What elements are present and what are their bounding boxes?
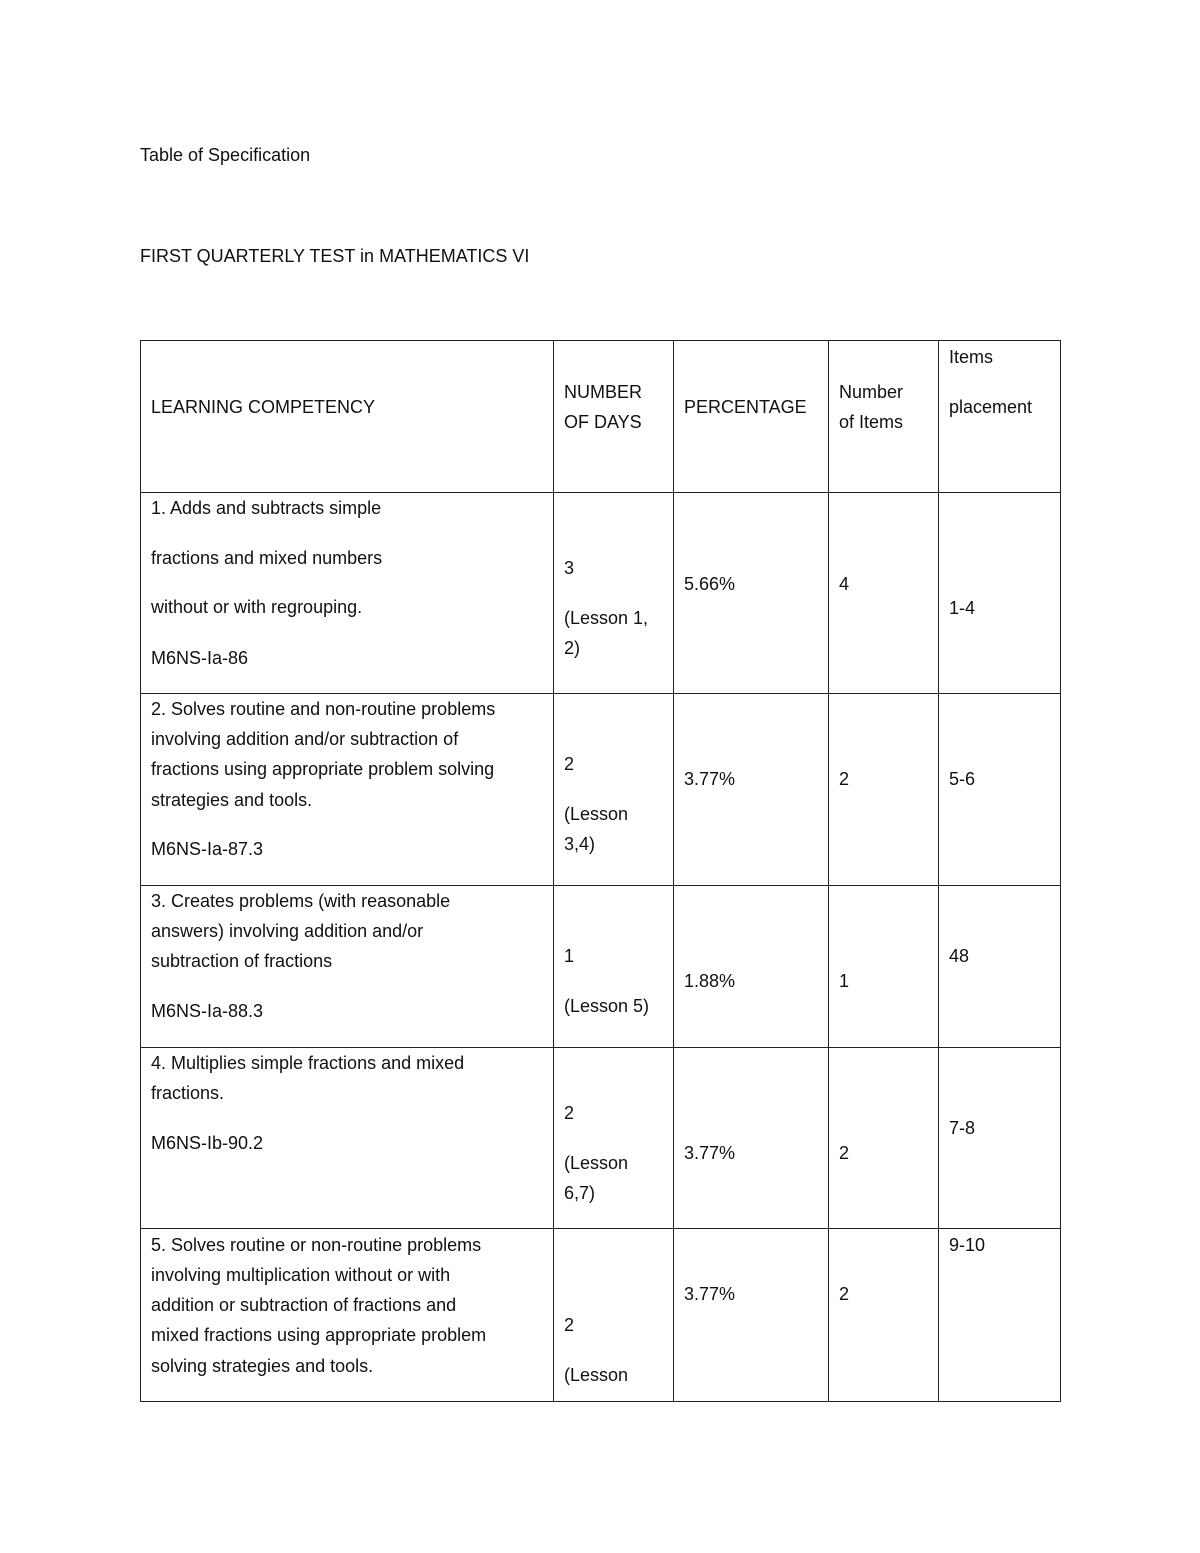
placement-cell [939, 1229, 1061, 1402]
percentage-value: 5.66% [684, 574, 736, 594]
header-number-of-days [554, 341, 674, 493]
competency-line: without or with regrouping. [151, 597, 363, 617]
table-row [141, 694, 1061, 886]
days-cell [554, 694, 674, 886]
competency-line: solving strategies and tools. [151, 1356, 374, 1376]
competency-cell [141, 1048, 554, 1229]
days-cell [554, 493, 674, 694]
competency-code: M6NS-Ib-90.2 [151, 1133, 264, 1153]
days-value: 2 [564, 754, 575, 774]
items-cell [829, 1048, 939, 1229]
header-label: of Items [839, 412, 904, 432]
placement-value: 5-6 [949, 769, 976, 789]
placement-value: 7-8 [949, 1118, 976, 1138]
lesson-line: (Lesson [564, 1153, 629, 1173]
competency-line: 5. Solves routine or non-routine problems [151, 1235, 482, 1255]
items-cell [829, 886, 939, 1048]
competency-line: mixed fractions using appropriate problem [151, 1325, 487, 1345]
header-label: PERCENTAGE [684, 397, 807, 417]
header-percentage [674, 341, 829, 493]
percentage-cell [674, 1048, 829, 1229]
lesson-line: (Lesson [564, 804, 629, 824]
header-label: Number [839, 382, 904, 402]
header-label: placement [949, 397, 1033, 417]
lesson-line: (Lesson 5) [564, 996, 650, 1016]
header-label: Items [949, 347, 994, 367]
placement-value: 1-4 [949, 598, 976, 618]
placement-cell [939, 493, 1061, 694]
competency-line: fractions. [151, 1083, 225, 1103]
items-cell [829, 694, 939, 886]
percentage-value: 3.77% [684, 769, 736, 789]
competency-line: fractions using appropriate problem solving [151, 759, 495, 779]
lesson-line: 6,7) [564, 1183, 596, 1203]
competency-cell [141, 1229, 554, 1402]
header-label: OF DAYS [564, 412, 642, 432]
items-value: 2 [839, 1143, 850, 1163]
percentage-cell [674, 1229, 829, 1402]
lesson-line: (Lesson 1, [564, 608, 649, 628]
percentage-cell [674, 694, 829, 886]
document-title: Table of Specification [140, 145, 311, 165]
competency-line: subtraction of fractions [151, 951, 333, 971]
competency-code: M6NS-Ia-87.3 [151, 839, 264, 859]
header-learning-competency [141, 341, 554, 493]
competency-line: strategies and tools. [151, 790, 313, 810]
percentage-value: 3.77% [684, 1284, 736, 1304]
header-items-placement [939, 341, 1061, 493]
competency-cell [141, 886, 554, 1048]
days-cell [554, 1229, 674, 1402]
percentage-value: 3.77% [684, 1143, 736, 1163]
items-value: 4 [839, 574, 850, 594]
competency-line: answers) involving addition and/or [151, 921, 424, 941]
lesson-line: 3,4) [564, 834, 596, 854]
competency-line: fractions and mixed numbers [151, 548, 383, 568]
items-value: 2 [839, 769, 850, 789]
placement-value: 9-10 [949, 1235, 986, 1255]
placement-cell [939, 886, 1061, 1048]
competency-code: M6NS-Ia-86 [151, 648, 249, 668]
items-value: 2 [839, 1284, 850, 1304]
lesson-line: (Lesson [564, 1365, 629, 1385]
table-row [141, 1229, 1061, 1402]
competency-line: involving addition and/or subtraction of [151, 729, 459, 749]
competency-line: involving multiplication without or with [151, 1265, 451, 1285]
items-value: 1 [839, 971, 850, 991]
document-subtitle: FIRST QUARTERLY TEST in MATHEMATICS VI [140, 246, 530, 266]
items-cell [829, 493, 939, 694]
specification-table [140, 340, 1061, 1402]
days-cell [554, 1048, 674, 1229]
competency-code: M6NS-Ia-88.3 [151, 1001, 264, 1021]
percentage-value: 1.88% [684, 971, 736, 991]
table-row [141, 493, 1061, 694]
days-cell [554, 886, 674, 1048]
placement-cell [939, 694, 1061, 886]
days-value: 2 [564, 1315, 575, 1335]
header-label: LEARNING COMPETENCY [151, 397, 376, 417]
competency-line: addition or subtraction of fractions and [151, 1295, 457, 1315]
table-row [141, 1048, 1061, 1229]
header-number-of-items [829, 341, 939, 493]
lesson-line: 2) [564, 638, 581, 658]
competency-line: 3. Creates problems (with reasonable [151, 891, 451, 911]
items-cell [829, 1229, 939, 1402]
placement-value: 48 [949, 946, 970, 966]
days-value: 1 [564, 946, 575, 966]
percentage-cell [674, 493, 829, 694]
table-row [141, 886, 1061, 1048]
days-value: 2 [564, 1103, 575, 1123]
competency-line: 2. Solves routine and non-routine problems [151, 699, 496, 719]
competency-line: 1. Adds and subtracts simple [151, 498, 382, 518]
competency-cell [141, 493, 554, 694]
header-label: NUMBER [564, 382, 643, 402]
table-header-row [141, 341, 1061, 493]
competency-line: 4. Multiplies simple fractions and mixed [151, 1053, 465, 1073]
percentage-cell [674, 886, 829, 1048]
competency-cell [141, 694, 554, 886]
placement-cell [939, 1048, 1061, 1229]
days-value: 3 [564, 558, 575, 578]
